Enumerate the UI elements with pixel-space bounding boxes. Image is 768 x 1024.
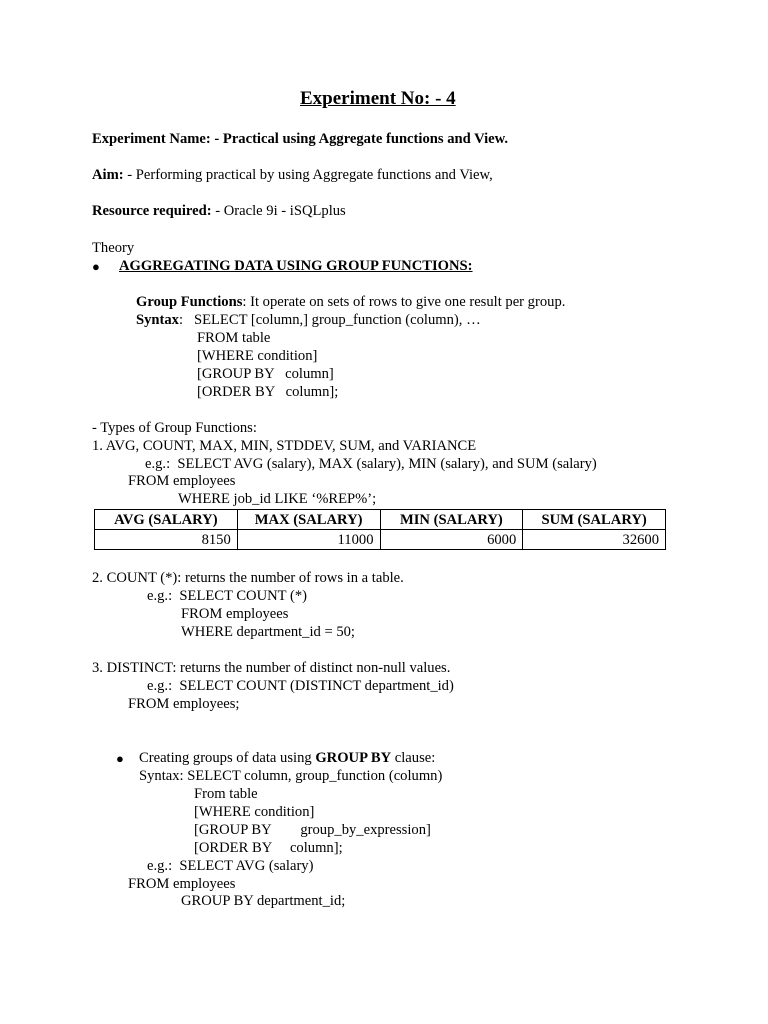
syntax-code: : SELECT [column,] group_function (column), … bbox=[178, 312, 481, 328]
syntax-line bbox=[136, 311, 481, 329]
group-functions-label: Group Functions bbox=[136, 294, 243, 310]
group-by-intro-post: clause: bbox=[391, 750, 436, 766]
group-by-example: e.g.: SELECT AVG (salary) bbox=[147, 858, 314, 874]
aim-label: Aim: bbox=[92, 167, 124, 183]
syntax-orderby: [ORDER BY column]; bbox=[197, 384, 339, 400]
type-item-2-where: WHERE department_id = 50; bbox=[181, 624, 355, 640]
type-item-2-example: e.g.: SELECT COUNT (*) bbox=[147, 588, 307, 604]
table-header-cell: SUM (SALARY) bbox=[523, 510, 666, 530]
aim-line bbox=[92, 166, 493, 184]
syntax-from: FROM table bbox=[197, 330, 271, 346]
group-by-syntax: Syntax: SELECT column, group_function (column) bbox=[139, 768, 443, 784]
group-by-syntax-groupby: [GROUP BY group_by_expression] bbox=[194, 822, 431, 838]
syntax-label: Syntax bbox=[136, 312, 179, 328]
group-functions-def bbox=[136, 293, 565, 311]
resource-line bbox=[92, 202, 346, 220]
table-header-cell: MAX (SALARY) bbox=[237, 510, 380, 530]
type-item-2: 2. COUNT (*): returns the number of rows in a table. bbox=[92, 570, 404, 586]
table-header-cell: MIN (SALARY) bbox=[380, 510, 523, 530]
table-cell: 6000 bbox=[380, 530, 523, 550]
table-row bbox=[95, 530, 666, 550]
type-item-1-where: WHERE job_id LIKE ‘%REP%’; bbox=[178, 491, 377, 507]
experiment-name: Experiment Name: - Practical using Aggregate functions and View. bbox=[92, 131, 509, 147]
type-item-2-from: FROM employees bbox=[181, 606, 289, 622]
group-by-syntax-orderby: [ORDER BY column]; bbox=[194, 840, 343, 856]
page-title: Experiment No: - 4 bbox=[300, 88, 456, 109]
table-header-row bbox=[95, 510, 666, 530]
section-heading-aggregating: AGGREGATING DATA USING GROUP FUNCTIONS: bbox=[119, 258, 473, 274]
table-cell: 32600 bbox=[523, 530, 666, 550]
syntax-groupby: [GROUP BY column] bbox=[197, 366, 334, 382]
types-heading: - Types of Group Functions: bbox=[92, 420, 257, 436]
theory-label: Theory bbox=[92, 240, 135, 256]
resource-text: - Oracle 9i - iSQLplus bbox=[211, 203, 346, 219]
type-item-1: 1. AVG, COUNT, MAX, MIN, STDDEV, SUM, and VARIANCE bbox=[92, 438, 477, 454]
table-cell: 11000 bbox=[237, 530, 380, 550]
group-functions-text: : It operate on sets of rows to give one result per group. bbox=[242, 294, 566, 310]
group-by-intro-pre: Creating groups of data using bbox=[139, 750, 316, 766]
table-cell: 8150 bbox=[95, 530, 238, 550]
bullet-icon: ● bbox=[116, 751, 124, 766]
aim-text: - Performing practical by using Aggregate functions and View, bbox=[123, 167, 493, 183]
group-by-example-group: GROUP BY department_id; bbox=[181, 893, 346, 909]
type-item-1-from: FROM employees bbox=[128, 473, 236, 489]
table-header-cell: AVG (SALARY) bbox=[95, 510, 238, 530]
type-item-3: 3. DISTINCT: returns the number of distinct non-null values. bbox=[92, 660, 451, 676]
group-by-example-from: FROM employees bbox=[128, 876, 236, 892]
results-table bbox=[94, 509, 666, 550]
bullet-icon: ● bbox=[92, 259, 100, 274]
type-item-3-from: FROM employees; bbox=[128, 696, 240, 712]
resource-label: Resource required: bbox=[92, 203, 212, 219]
type-item-3-example: e.g.: SELECT COUNT (DISTINCT department_id) bbox=[147, 678, 454, 694]
group-by-intro bbox=[139, 749, 435, 767]
group-by-syntax-where: [WHERE condition] bbox=[194, 804, 315, 820]
group-by-syntax-from: From table bbox=[194, 786, 258, 802]
syntax-where: [WHERE condition] bbox=[197, 348, 318, 364]
group-by-keyword: GROUP BY bbox=[315, 750, 392, 766]
type-item-1-example: e.g.: SELECT AVG (salary), MAX (salary), MIN (salary), and SUM (salary) bbox=[145, 456, 597, 472]
